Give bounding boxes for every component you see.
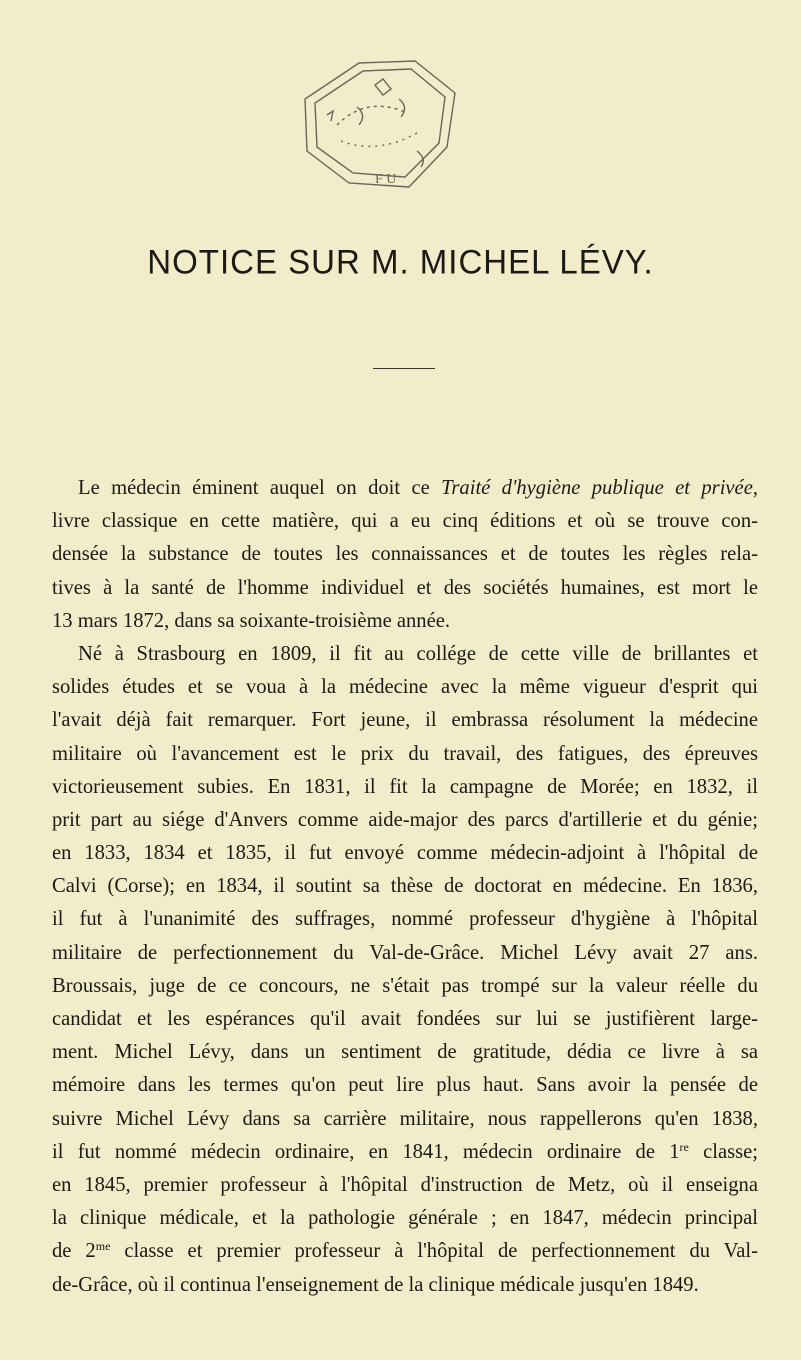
text-segment: militaire de perfectionnement du Val-de-Grâce. Michel Lévy avait 27 ans. [52, 941, 758, 964]
text-line [52, 970, 758, 1003]
divider-rule [373, 368, 435, 369]
text-line [52, 472, 758, 505]
text-line [52, 837, 758, 870]
library-stamp-icon [297, 55, 462, 195]
text-segment: la clinique médicale, et la pathologie générale ; en 1847, médecin principal [52, 1207, 758, 1230]
text-line [52, 937, 758, 970]
text-line [52, 1136, 758, 1169]
text-segment: ment. Michel Lévy, dans un sentiment de gratitude, dédia ce livre à sa [52, 1041, 758, 1064]
text-line [52, 870, 758, 903]
svg-text:F U: F U [375, 172, 397, 187]
text-segment: prit part au siége d'Anvers comme aide-major des parcs d'artillerie et du génie; [52, 808, 758, 831]
text-line [52, 1169, 758, 1202]
text-line [52, 804, 758, 837]
text-line [52, 505, 758, 538]
text-segment: de-Grâce, où il continua l'enseignement de la clinique médicale jusqu'en 1849. [52, 1273, 699, 1296]
text-segment: victorieusement subies. En 1831, il fit la campagne de Morée; en 1832, il [52, 775, 758, 798]
text-segment: en 1833, 1834 et 1835, il fut envoyé comme médecin-adjoint à l'hôpital de [52, 842, 758, 865]
text-segment: solides études et se voua à la médecine avec la même vigueur d'esprit qui [52, 676, 758, 699]
text-segment: Broussais, juge de ce concours, ne s'était pas trompé sur la valeur réelle du [52, 974, 758, 997]
article-body [52, 472, 758, 1302]
ordinal-suffix: re [679, 1139, 689, 1154]
text-segment: tives à la santé de l'homme individuel et des sociétés humaines, est mort le [52, 576, 758, 599]
text-line [52, 605, 758, 638]
text-line [52, 1202, 758, 1235]
text-segment: l'avait déjà fait remarquer. Fort jeune, il embrassa résolument la médecine [52, 709, 758, 732]
text-segment: , [752, 477, 758, 499]
text-line [52, 704, 758, 737]
text-segment: livre classique en cette matière, qui a eu cinq éditions et où se trouve con- [52, 510, 758, 533]
text-segment: Le médecin éminent auquel on doit ce [78, 477, 442, 499]
text-segment: candidat et les espérances qu'il avait fondées sur lui se justifièrent large- [52, 1008, 758, 1030]
text-segment: Né à Strasbourg en 1809, il fit au collége de cette ville de brillantes et [78, 642, 758, 665]
text-segment: classe; [688, 1140, 758, 1163]
text-segment: mémoire dans les termes qu'on peut lire plus haut. Sans avoir la pensée de [52, 1074, 758, 1097]
text-line [52, 1036, 758, 1069]
text-segment: militaire où l'avancement est le prix du travail, des fatigues, des épreuves [52, 742, 758, 765]
text-segment: en 1845, premier professeur à l'hôpital d'instruction de Metz, où il enseigna [52, 1173, 758, 1196]
text-segment: il fut à l'unanimité des suffrages, nommé professeur d'hygiène à l'hôpital [52, 908, 758, 931]
text-line [52, 1003, 758, 1036]
text-line [52, 903, 758, 936]
text-segment: de 2 [52, 1240, 96, 1263]
text-line [52, 1235, 758, 1268]
text-line [52, 1069, 758, 1102]
text-line [52, 538, 758, 571]
book-title-italic: Traité d'hygiène publique et privée [441, 477, 753, 499]
text-segment: il fut nommé médecin ordinaire, en 1841, médecin ordinaire de 1 [52, 1140, 680, 1163]
text-line [52, 671, 758, 704]
text-line [52, 638, 758, 671]
page-title: NOTICE SUR M. MICHEL LÉVY. [147, 242, 654, 281]
text-line [52, 771, 758, 804]
text-segment: Calvi (Corse); en 1834, il soutint sa thèse de doctorat en médecine. En 1836, [52, 875, 758, 898]
text-segment: densée la substance de toutes les connaissances et de toutes les règles rela- [52, 543, 758, 566]
text-segment: suivre Michel Lévy dans sa carrière militaire, nous rappellerons qu'en 1838, [52, 1107, 758, 1130]
text-segment: classe et premier professeur à l'hôpital de perfectionnement du Val- [110, 1240, 758, 1263]
ordinal-suffix: me [95, 1239, 111, 1254]
text-segment: 13 mars 1872, dans sa soixante-troisième année. [52, 609, 451, 632]
text-line [52, 738, 758, 771]
text-line [52, 572, 758, 605]
text-line [52, 1103, 758, 1136]
text-line [52, 1269, 758, 1302]
